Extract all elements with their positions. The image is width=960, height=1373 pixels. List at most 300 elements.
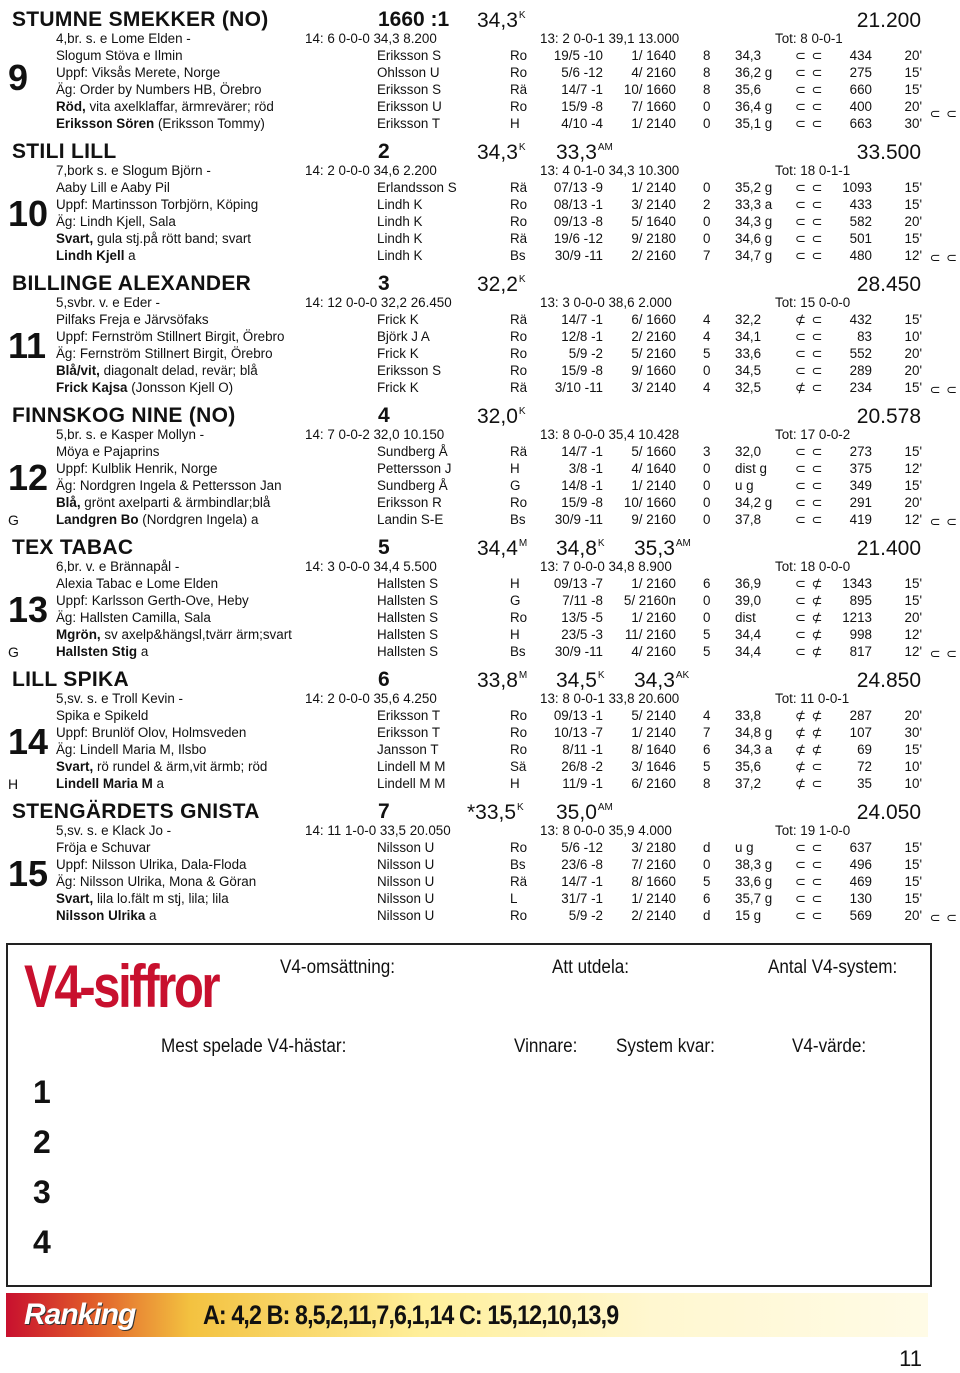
prize-row: 12': [904, 644, 922, 659]
row-text: [56, 345, 273, 362]
post-distance: 1/ 2140: [631, 725, 676, 740]
row-text: [56, 724, 246, 741]
start-row: [0, 362, 960, 379]
track: Bs: [510, 512, 526, 527]
km-time: 34,3 g: [735, 214, 773, 229]
placing: 2: [703, 197, 711, 212]
prize-row: 15': [904, 857, 922, 872]
placing: 7: [703, 248, 711, 263]
post-distance: 5/ 2160n: [623, 593, 676, 608]
post-distance: 5/ 1660: [631, 444, 676, 459]
km-time: 34,5: [735, 363, 762, 378]
date: 3/10 -11: [554, 380, 603, 395]
odds: 287: [849, 708, 872, 723]
start-number: 10: [8, 193, 49, 234]
shoe-icons: ⊂ ⊂: [795, 495, 824, 510]
odds: 1343: [842, 576, 872, 591]
horse-description: 4,br. s. e Lome Elden -: [56, 31, 191, 46]
placing: 0: [703, 593, 711, 608]
row-label: Möya e Pajaprins: [56, 444, 160, 459]
start-row: [0, 230, 960, 247]
prize-row: 20': [904, 363, 922, 378]
row-label-rest: (Nordgren Ingela) a: [138, 512, 259, 527]
start-row: [0, 873, 960, 890]
shoe-icons: ⊄ ⊂: [795, 380, 824, 395]
driver: Hallsten S: [377, 576, 439, 591]
start-row: [0, 47, 960, 64]
date: 26/8 -2: [561, 759, 603, 774]
start-row: [0, 758, 960, 775]
horse-description: 5,svbr. v. e Eder -: [56, 295, 160, 310]
record-time: 33,3: [556, 141, 597, 164]
v4-winner-label: Vinnare:: [514, 1036, 578, 1057]
post-distance: 7/ 1660: [631, 99, 676, 114]
km-time: dist g: [735, 461, 768, 476]
v4-payout-label: Att utdela:: [552, 957, 630, 978]
date: 14/7 -1: [561, 874, 603, 889]
start-row: [0, 494, 960, 511]
v4-system-cost-label: System kvar:: [616, 1036, 715, 1057]
horse-name: STUMNE SMEKKER (NO): [12, 8, 269, 31]
trainer-name: Eriksson Sören: [56, 116, 155, 131]
post-distance: 9/ 1660: [631, 363, 676, 378]
record-time: 34,4: [477, 537, 518, 560]
odds: 130: [849, 891, 872, 906]
post-odds: 5: [378, 536, 390, 559]
track: Bs: [510, 857, 526, 872]
stats-2013: 13: 4 0-1-0 34,3 10.300: [540, 163, 680, 178]
trainer-name: Frick Kajsa: [56, 380, 128, 395]
row-text: [56, 907, 156, 924]
record-time: 33,8: [477, 669, 518, 692]
post-distance: 4/ 2160: [631, 65, 676, 80]
row-text: [56, 115, 265, 132]
start-letter: G: [8, 512, 19, 528]
km-time: 33,6: [735, 346, 762, 361]
placing: 0: [703, 180, 711, 195]
start-row: [0, 81, 960, 98]
placing: 4: [703, 708, 711, 723]
record-type: K: [518, 406, 526, 417]
row-text: [56, 179, 170, 196]
info-row: [0, 426, 960, 443]
post-odds: 2: [378, 140, 390, 163]
start-row: [0, 575, 960, 592]
prize-money: 21.200: [856, 9, 921, 32]
ranking-values: A: 4,2 B: 8,5,2,11,7,6,1,14 C: 15,12,10,13,9: [203, 1300, 619, 1330]
km-time: 37,2: [735, 776, 762, 791]
start-row: [0, 477, 960, 494]
row-text: [56, 328, 284, 345]
prize-row: 12': [904, 248, 922, 263]
odds: 72: [857, 759, 872, 774]
prize-row: 15': [904, 231, 922, 246]
post-distance: 2/ 2140: [631, 908, 676, 923]
row-label-rest: gula stj.på rött band; svart: [93, 231, 252, 246]
post-odds: 7: [378, 800, 390, 823]
track: Rä: [510, 82, 528, 97]
horse-name: STENGÄRDETS GNISTA: [12, 800, 260, 823]
driver: Pettersson J: [377, 461, 452, 476]
shoe-icons: ⊄ ⊂: [795, 776, 824, 791]
driver: Landin S-E: [377, 512, 444, 527]
placing: 0: [703, 99, 711, 114]
date: 19/6 -12: [553, 231, 603, 246]
placing: 3: [703, 444, 711, 459]
odds: 501: [849, 231, 872, 246]
v4-title: V4-siffror: [24, 953, 219, 1020]
placing: 0: [703, 116, 711, 131]
row-text: [56, 64, 220, 81]
start-row: [0, 511, 960, 528]
row-label-rest: (Jonsson Kjell O): [127, 380, 234, 395]
odds: 273: [849, 444, 872, 459]
prize-row: 20': [904, 99, 922, 114]
prize-row: 12': [904, 461, 922, 476]
horse-name: FINNSKOG NINE (NO): [12, 404, 236, 427]
row-text: [56, 575, 218, 592]
row-label: Fröja e Schuvar: [56, 840, 151, 855]
prize-row: 20': [904, 346, 922, 361]
driver: Björk J A: [377, 329, 430, 344]
info-row: [0, 162, 960, 179]
km-time: 33,3 a: [735, 197, 773, 212]
odds: 817: [849, 644, 872, 659]
odds: 83: [857, 329, 872, 344]
v4-leg-4: 4: [33, 1224, 51, 1260]
track: H: [510, 627, 520, 642]
km-time: 34,1: [735, 329, 762, 344]
row-label-rest: a: [152, 776, 164, 791]
start-row: [0, 179, 960, 196]
odds: 419: [849, 512, 872, 527]
post-distance: 5/ 2140: [631, 708, 676, 723]
record-type: M: [518, 538, 528, 549]
odds: 998: [849, 627, 872, 642]
date: 09/13 -7: [553, 576, 603, 591]
post-distance: 10/ 1660: [623, 82, 676, 97]
post-distance: 1/ 2140: [631, 478, 676, 493]
row-text: [56, 362, 258, 379]
prize-row: 15': [904, 197, 922, 212]
stats-2014: 14: 11 1-0-0 33,5 20.050: [305, 823, 451, 838]
row-text: [56, 626, 292, 643]
odds: 432: [849, 312, 872, 327]
odds: 375: [849, 461, 872, 476]
driver: Eriksson R: [377, 495, 442, 510]
prize-money: 28.450: [856, 273, 921, 296]
km-time: 34,4: [735, 644, 762, 659]
track: Ro: [510, 329, 528, 344]
track: Ro: [510, 363, 528, 378]
odds: 349: [849, 478, 872, 493]
start-letter: H: [8, 776, 19, 792]
post-odds: 4: [378, 404, 390, 427]
start-row: [0, 741, 960, 758]
prize-row: 15': [904, 576, 922, 591]
driver: Frick K: [377, 346, 419, 361]
record-type: M: [518, 670, 528, 681]
record-time: 34,5: [556, 669, 597, 692]
ranking-label: Ranking: [24, 1298, 136, 1331]
shoe-icons: ⊂ ⊂: [795, 180, 824, 195]
info-row: [0, 690, 960, 707]
km-time: 32,0: [735, 444, 762, 459]
horse-entry: [0, 668, 960, 802]
stats-total: Tot: 18 0-1-1: [775, 163, 851, 178]
driver: Nilsson U: [377, 874, 435, 889]
prize-row: 10': [904, 776, 922, 791]
odds: 552: [849, 346, 872, 361]
shoe-icons: ⊂ ⊄: [795, 593, 824, 608]
horse-description: 5,sv. s. e Troll Kevin -: [56, 691, 184, 706]
prize-row: 15': [904, 82, 922, 97]
odds: 107: [849, 725, 872, 740]
shoe-icons: ⊂ ⊂: [795, 48, 824, 63]
date: 14/7 -1: [561, 82, 603, 97]
placing: d: [703, 840, 711, 855]
trainer-name: Nilsson Ulrika: [56, 908, 146, 923]
row-text: [56, 775, 164, 792]
shoe-icons: ⊂ ⊄: [795, 627, 824, 642]
record-time: 34,3: [634, 669, 675, 692]
row-label-rest: lila lo.fält m stj, lila; lila: [93, 891, 229, 906]
shoe-indicator: ⊂ ⊂: [929, 514, 958, 529]
placing: 8: [703, 82, 711, 97]
prize-row: 30': [904, 116, 922, 131]
row-text: [56, 758, 267, 775]
record-type: K: [518, 142, 526, 153]
date: 13/5 -5: [561, 610, 603, 625]
driver: Eriksson T: [377, 116, 441, 131]
row-text: [56, 443, 159, 460]
stats-2013: 13: 7 0-0-0 34,8 8.900: [540, 559, 672, 574]
odds: 1093: [842, 180, 872, 195]
post-odds: 6: [378, 668, 390, 691]
driver: Lindell M M: [377, 776, 446, 791]
placing: 8: [703, 65, 711, 80]
post-distance: 4/ 2160: [631, 644, 676, 659]
km-time: u g: [735, 478, 754, 493]
prize-money: 20.578: [856, 405, 921, 428]
km-time: u g: [735, 840, 754, 855]
date: 23/6 -8: [561, 857, 603, 872]
v4-leg-1: 1: [33, 1074, 51, 1110]
post-distance: 5/ 2160: [631, 346, 676, 361]
track: Ro: [510, 99, 528, 114]
track: Ro: [510, 742, 528, 757]
post-distance: 8/ 1660: [631, 874, 676, 889]
row-text: [56, 511, 258, 528]
info-row: [0, 558, 960, 575]
prize-row: 15': [904, 444, 922, 459]
horse-description: 7,bork s. e Slogum Björn -: [56, 163, 211, 178]
placing: 0: [703, 231, 711, 246]
post-distance: 9/ 2180: [631, 231, 676, 246]
odds: 469: [849, 874, 872, 889]
odds: 69: [857, 742, 872, 757]
shoe-icons: ⊂ ⊂: [795, 857, 824, 872]
placing: 8: [703, 48, 711, 63]
post-distance: 3/ 2180: [631, 840, 676, 855]
odds: 637: [849, 840, 872, 855]
record-type: K: [518, 10, 526, 21]
record-time: 35,0: [556, 801, 597, 824]
start-letter: G: [8, 644, 19, 660]
post-distance: 5/ 1640: [631, 214, 676, 229]
post-distance: 1/ 2140: [631, 891, 676, 906]
driver: Lindell M M: [377, 759, 446, 774]
date: 14/8 -1: [561, 478, 603, 493]
odds: 234: [849, 380, 872, 395]
date: 07/13 -9: [553, 180, 603, 195]
placing: 0: [703, 461, 711, 476]
row-label: Äg: Nordgren Ingela & Pettersson Jan: [56, 478, 282, 493]
post-distance: 10/ 1660: [623, 495, 676, 510]
track: H: [510, 116, 520, 131]
post-distance: 8/ 1640: [631, 742, 676, 757]
horse-entry: [0, 800, 960, 934]
prize-money: 33.500: [856, 141, 921, 164]
row-text: [56, 311, 209, 328]
placing: 5: [703, 346, 711, 361]
post-distance: 4/ 1640: [631, 461, 676, 476]
row-label-rest: (Eriksson Tommy): [154, 116, 265, 131]
driver: Eriksson T: [377, 708, 441, 723]
record-time: 35,3: [634, 537, 675, 560]
stats-2014: 14: 2 0-0-0 34,6 2.200: [305, 163, 437, 178]
shoe-icons: ⊄ ⊄: [795, 742, 824, 757]
shoe-icons: ⊂ ⊂: [795, 197, 824, 212]
start-number: 11: [8, 325, 47, 366]
prize-row: 20': [904, 48, 922, 63]
horse-entry: [0, 140, 960, 274]
date: 8/11 -1: [562, 742, 603, 757]
date: 15/9 -8: [561, 363, 603, 378]
row-text: [56, 873, 256, 890]
row-text: [56, 609, 211, 626]
prize-row: 15': [904, 478, 922, 493]
stats-total: Tot: 18 0-0-0: [775, 559, 851, 574]
track: Ro: [510, 610, 528, 625]
stats-total: Tot: 8 0-0-1: [775, 31, 843, 46]
track: Rä: [510, 444, 528, 459]
row-label: Röd,: [56, 99, 86, 114]
stats-2014: 14: 12 0-0-0 32,2 26.450: [305, 295, 452, 310]
driver: Frick K: [377, 312, 419, 327]
row-text: [56, 81, 261, 98]
start-row: [0, 247, 960, 264]
date: 19/5 -10: [553, 48, 603, 63]
placing: 5: [703, 874, 711, 889]
km-time: 35,7 g: [735, 891, 773, 906]
row-label: Uppf: Fernström Stillnert Birgit, Örebro: [56, 329, 285, 344]
row-label: Pilfaks Freja e Järvsöfaks: [56, 312, 209, 327]
shoe-icons: ⊂ ⊂: [795, 461, 824, 476]
date: 15/9 -8: [561, 495, 603, 510]
row-label: Äg: Hallsten Camilla, Sala: [56, 610, 211, 625]
track: Ro: [510, 65, 528, 80]
row-label: Äg: Fernström Stillnert Birgit, Örebro: [56, 346, 273, 361]
start-row: [0, 890, 960, 907]
stats-2014: 14: 3 0-0-0 34,4 5.500: [305, 559, 437, 574]
driver: Sundberg Å: [377, 478, 448, 493]
shoe-icons: ⊄ ⊄: [795, 725, 824, 740]
stats-total: Tot: 17 0-0-2: [775, 427, 851, 442]
odds: 582: [849, 214, 872, 229]
row-text: [56, 47, 183, 64]
track: Rä: [510, 380, 528, 395]
stats-2013: 13: 2 0-0-1 39,1 13.000: [540, 31, 680, 46]
prize-money: 21.400: [856, 537, 921, 560]
driver: Eriksson T: [377, 725, 441, 740]
row-text: [56, 460, 218, 477]
driver: Sundberg Å: [377, 444, 448, 459]
row-text: [56, 494, 270, 511]
km-time: 33,8: [735, 708, 762, 723]
odds: 433: [849, 197, 872, 212]
row-label: Spika e Spikeld: [56, 708, 149, 723]
trainer-name: Hallsten Stig: [56, 644, 138, 659]
row-label: Blå,: [56, 495, 81, 510]
shoe-indicator: ⊂ ⊂: [929, 910, 958, 925]
placing: 0: [703, 857, 711, 872]
stats-2013: 13: 8 0-0-0 35,4 10.428: [540, 427, 680, 442]
horse-entry: [0, 8, 960, 142]
horse-entry: [0, 536, 960, 670]
record-type: AM: [597, 802, 613, 813]
post-odds: 3: [378, 272, 390, 295]
start-row: [0, 196, 960, 213]
km-time: 37,8: [735, 512, 762, 527]
start-row: [0, 64, 960, 81]
start-row: [0, 907, 960, 924]
start-row: [0, 626, 960, 643]
start-row: [0, 707, 960, 724]
prize-row: 15': [904, 312, 922, 327]
date: 23/5 -3: [561, 627, 603, 642]
track: Ro: [510, 840, 528, 855]
prize-row: 20': [904, 708, 922, 723]
row-text: [56, 741, 206, 758]
record-time: *33,5: [467, 801, 517, 824]
shoe-icons: ⊂ ⊂: [795, 231, 824, 246]
placing: 7: [703, 725, 711, 740]
placing: 6: [703, 742, 711, 757]
shoe-icons: ⊂ ⊄: [795, 576, 824, 591]
row-label: Mgrön,: [56, 627, 101, 642]
prize-money: 24.850: [856, 669, 921, 692]
horse-description: 5,sv. s. e Klack Jo -: [56, 823, 172, 838]
odds: 480: [849, 248, 872, 263]
post-distance: 7/ 2160: [631, 857, 676, 872]
start-row: [0, 839, 960, 856]
row-text: [56, 856, 247, 873]
track: Rä: [510, 312, 528, 327]
prize-money: 24.050: [856, 801, 921, 824]
shoe-icons: ⊂ ⊂: [795, 444, 824, 459]
start-row: [0, 592, 960, 609]
km-time: 32,2: [735, 312, 762, 327]
driver: Jansson T: [377, 742, 439, 757]
shoe-indicator: ⊂ ⊂: [929, 106, 958, 121]
post-distance: 6/ 1660: [631, 312, 676, 327]
track: Rä: [510, 231, 528, 246]
shoe-indicator: ⊂ ⊂: [929, 382, 958, 397]
track: H: [510, 776, 520, 791]
driver: Nilsson U: [377, 840, 435, 855]
row-label-rest: vita axelklaffar, ärmrevärer; röd: [85, 99, 274, 114]
